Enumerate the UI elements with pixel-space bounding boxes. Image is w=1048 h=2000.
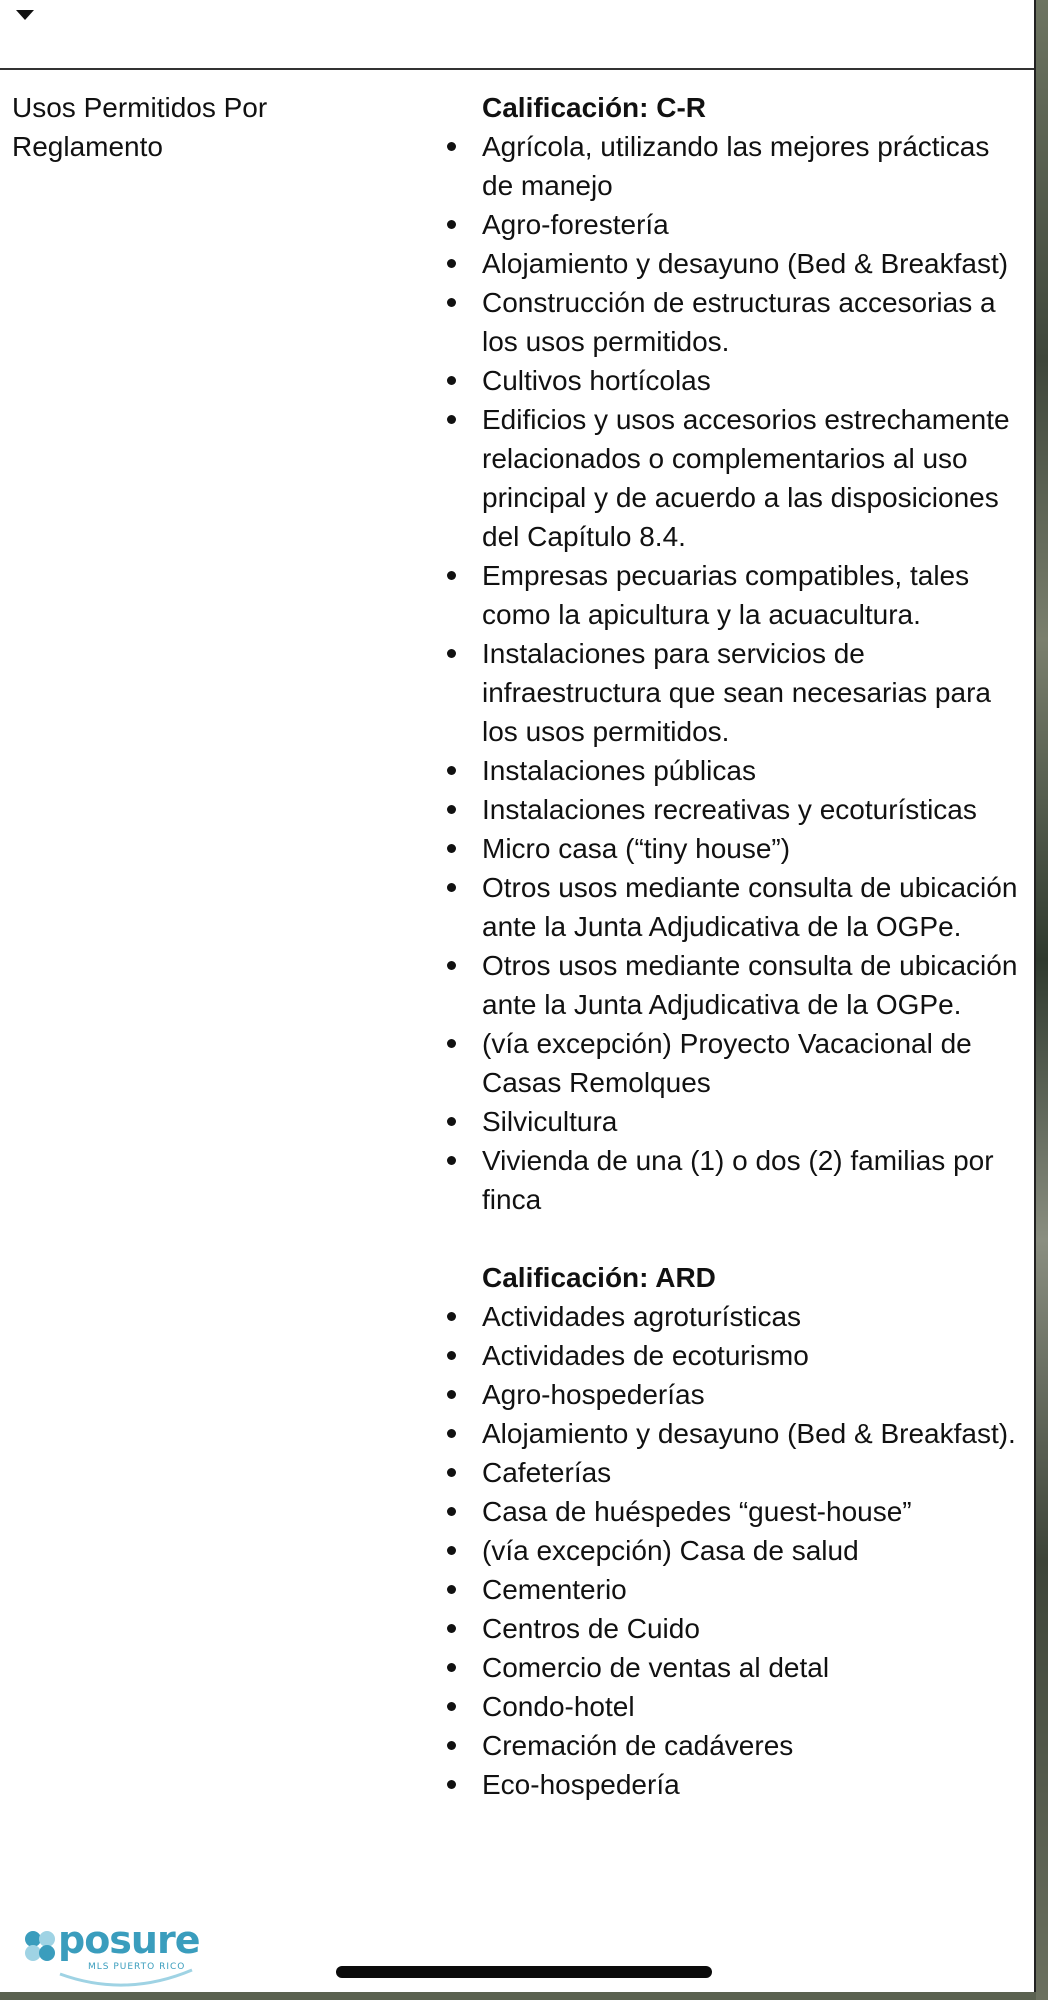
- list-item: Eco-hospedería: [0, 1765, 1034, 1804]
- list-item: Silvicultura: [0, 1102, 1034, 1141]
- background-photo-edge: [1036, 0, 1048, 2000]
- list-item: Construcción de estructuras accesorias a los usos permitidos.: [0, 283, 1034, 361]
- list-item: Alojamiento y desayuno (Bed & Breakfast): [0, 244, 1034, 283]
- list-item: Actividades de ecoturismo: [0, 1336, 1034, 1375]
- section-title-cr: Calificación: C-R: [482, 92, 707, 123]
- list-item: Alojamiento y desayuno (Bed & Breakfast).: [0, 1414, 1034, 1453]
- caret-down-icon[interactable]: [16, 10, 34, 20]
- list-item: Centros de Cuido: [0, 1609, 1034, 1648]
- field-label: Usos Permitidos Por Reglamento: [12, 92, 268, 162]
- logo-swoosh: [56, 1968, 196, 1992]
- list-item: (vía excepción) Proyecto Vacacional de Casas Remolques: [0, 1024, 1034, 1102]
- list-item: Cementerio: [0, 1570, 1034, 1609]
- section-spacer: [0, 1219, 1034, 1258]
- list-item: Agro-hospederías: [0, 1375, 1034, 1414]
- list-item: Instalaciones públicas: [0, 751, 1034, 790]
- logo-subtitle: MLS PUERTO RICO: [88, 1962, 186, 1972]
- logo-wordmark: posure: [58, 1918, 200, 1962]
- list-item: Condo-hotel: [0, 1687, 1034, 1726]
- list-item: Instalaciones recreativas y ecoturísticas: [0, 790, 1034, 829]
- uses-list-cr: [0, 127, 1034, 1219]
- list-item: Agro-forestería: [0, 205, 1034, 244]
- xposure-logo: [22, 1918, 200, 1990]
- list-item: (vía excepción) Casa de salud: [0, 1531, 1034, 1570]
- list-item: Otros usos mediante consulta de ubicación ante la Junta Adjudicativa de la OGPe.: [0, 868, 1034, 946]
- permitted-uses-content: [0, 88, 1034, 1804]
- list-item: Empresas pecuarias compatibles, tales como la apicultura y la acuacultura.: [0, 556, 1034, 634]
- list-item: Actividades agroturísticas: [0, 1297, 1034, 1336]
- section-header[interactable]: [0, 0, 1034, 70]
- list-item: Agrícola, utilizando las mejores prácticas de manejo: [0, 127, 1034, 205]
- list-item: Cultivos hortícolas: [0, 361, 1034, 400]
- list-item: Cafeterías: [0, 1453, 1034, 1492]
- xposure-x-icon: [22, 1928, 58, 1964]
- uses-list-ard: [0, 1297, 1034, 1804]
- list-item: Instalaciones para servicios de infraestructura que sean necesarias para los usos permitidos.: [0, 634, 1034, 751]
- list-item: Cremación de cadáveres: [0, 1726, 1034, 1765]
- home-indicator[interactable]: [336, 1966, 712, 1978]
- list-item: Edificios y usos accesorios estrechamente relacionados o complementarios al uso principal y de acuerdo a las disposiciones del Capítulo 8.4.: [0, 400, 1034, 556]
- list-item: Casa de huéspedes “guest-house”: [0, 1492, 1034, 1531]
- list-item: Otros usos mediante consulta de ubicación ante la Junta Adjudicativa de la OGPe.: [0, 946, 1034, 1024]
- list-item: Micro casa (“tiny house”): [0, 829, 1034, 868]
- list-item: Comercio de ventas al detal: [0, 1648, 1034, 1687]
- section-title-ard: Calificación: ARD: [482, 1262, 716, 1293]
- list-item: Vivienda de una (1) o dos (2) familias por finca: [0, 1141, 1034, 1219]
